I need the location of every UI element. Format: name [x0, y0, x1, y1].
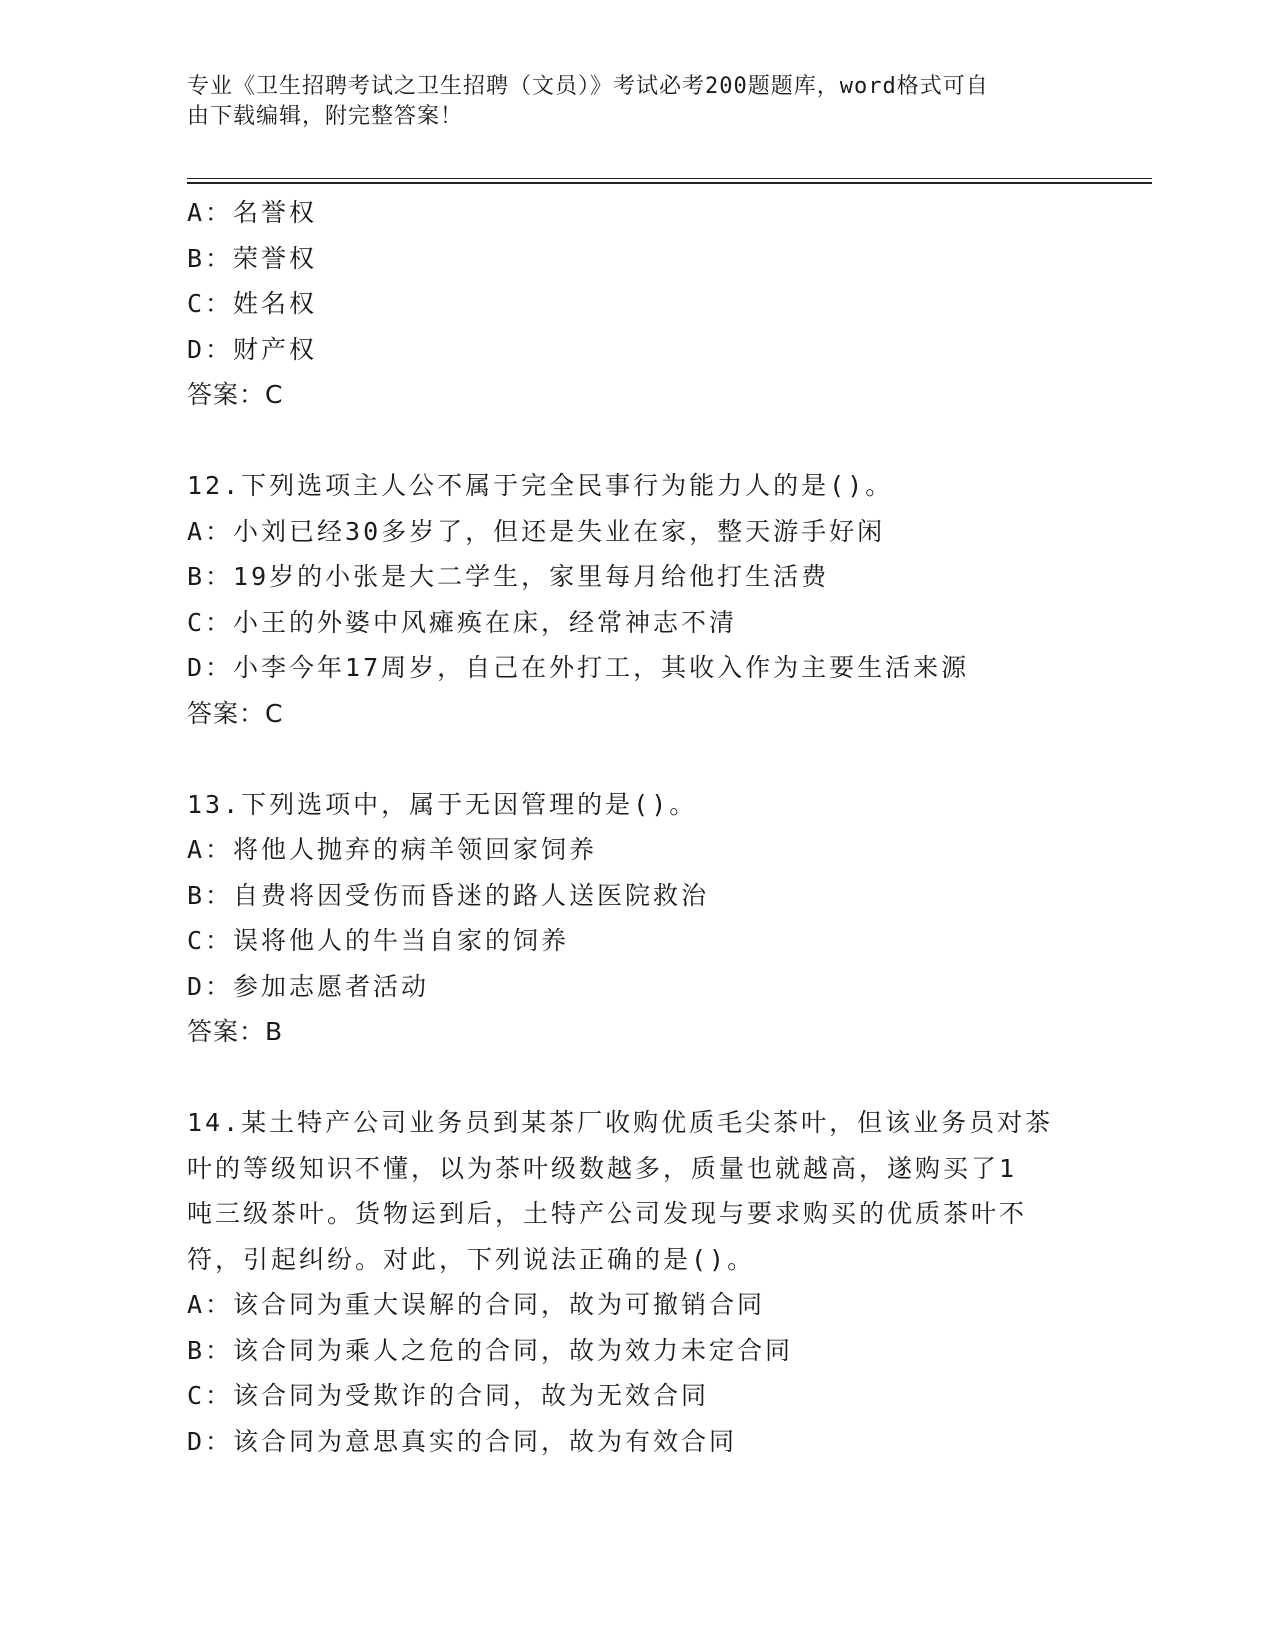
answer: 答案：C: [187, 380, 284, 409]
option-a: A：名誉权: [187, 198, 318, 227]
question-13: [187, 782, 1087, 1055]
option-a: A：该合同为重大误解的合同，故为可撤销合同: [187, 1290, 766, 1319]
option-d: D：小李今年17周岁，自己在外打工，其收入作为主要生活来源: [187, 653, 970, 682]
question-stem-line-1: 14.某土特产公司业务员到某茶厂收购优质毛尖茶叶，但该业务员对茶: [187, 1108, 1054, 1137]
option-b: B：荣誉权: [187, 243, 318, 273]
option-b: B：该合同为乘人之危的合同，故为效力未定合同: [187, 1335, 794, 1365]
header-line-1: 专业《卫生招聘考试之卫生招聘（文员）》考试必考200题题库，word格式可自: [187, 74, 989, 99]
spacer: [187, 1055, 1087, 1101]
option-c: C：该合同为受欺诈的合同，故为无效合同: [187, 1381, 710, 1410]
question-stem-line-2: 叶的等级知识不懂，以为茶叶级数越多，质量也就越高，遂购买了1: [187, 1153, 1018, 1183]
answer: 答案：B: [187, 1017, 284, 1046]
option-a: A：小刘已经30多岁了，但还是失业在家，整天游手好闲: [187, 516, 886, 546]
question-stem: 12.下列选项主人公不属于完全民事行为能力人的是()。: [187, 471, 894, 500]
option-b: B：自费将因受伤而昏迷的路人送医院救治: [187, 880, 710, 910]
question-stem-line-3: 吨三级茶叶。货物运到后，土特产公司发现与要求购买的优质茶叶不: [187, 1199, 1028, 1228]
option-b: B：19岁的小张是大二学生，家里每月给他打生活费: [187, 562, 830, 591]
question-11: [187, 190, 1087, 418]
option-c: C：小王的外婆中风瘫痪在床，经常神志不清: [187, 607, 738, 637]
question-12: [187, 463, 1087, 736]
option-a: A：将他人抛弃的病羊领回家饲养: [187, 835, 598, 864]
spacer: [187, 736, 1087, 782]
question-14: [187, 1100, 1087, 1464]
option-d: D：财产权: [187, 334, 318, 364]
question-list: [187, 190, 1087, 1464]
spacer: [187, 418, 1087, 464]
option-d: D：参加志愿者活动: [187, 971, 430, 1001]
header-divider-thin: [187, 178, 1152, 179]
answer: 答案：C: [187, 698, 284, 728]
option-c: C：误将他人的牛当自家的饲养: [187, 926, 570, 955]
header-divider-thick: [187, 182, 1152, 184]
option-c: C：姓名权: [187, 289, 318, 318]
option-d: D：该合同为意思真实的合同，故为有效合同: [187, 1426, 738, 1456]
header-line-2: 由下载编辑，附完整答案！: [187, 104, 464, 129]
question-stem: 13.下列选项中，属于无因管理的是()。: [187, 789, 698, 819]
question-stem-line-4: 符，引起纠纷。对此，下列说法正确的是()。: [187, 1244, 756, 1274]
document-header: [187, 72, 1087, 132]
